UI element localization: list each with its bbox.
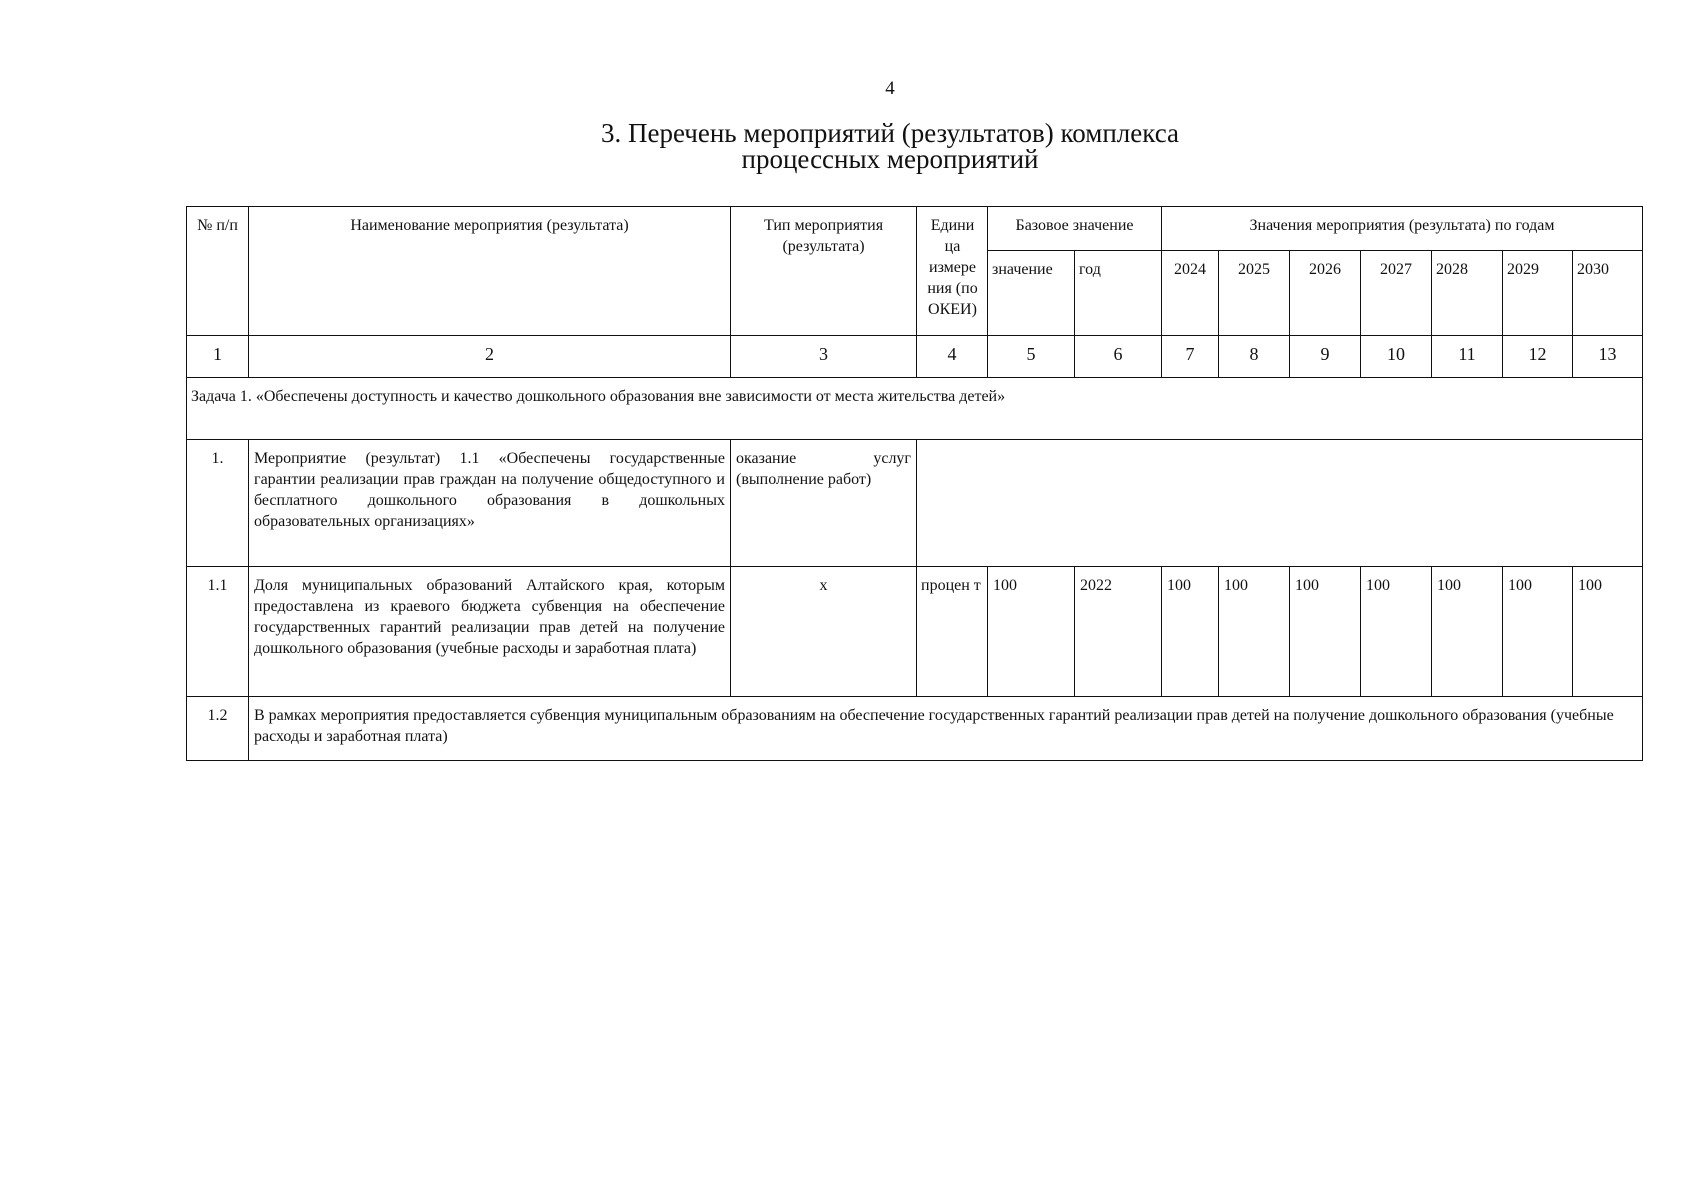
page-number: 4 — [885, 78, 895, 99]
header-num: № п/п — [187, 207, 249, 336]
header-year: 2024 — [1162, 251, 1219, 336]
row-num: 1.1 — [187, 567, 249, 697]
header-base-value: значение — [988, 251, 1075, 336]
row-year-value: 100 — [1219, 567, 1290, 697]
header-year: 2029 — [1503, 251, 1573, 336]
column-number: 13 — [1573, 336, 1643, 378]
page-title — [0, 120, 1696, 172]
header-base-year: год — [1075, 251, 1162, 336]
column-number: 7 — [1162, 336, 1219, 378]
header-row-1 — [187, 207, 1643, 251]
description-row — [187, 697, 1643, 761]
row-empty-cell — [917, 440, 1643, 567]
header-type: Тип мероприятия (результата) — [731, 207, 917, 336]
header-base: Базовое значение — [988, 207, 1162, 251]
row-year-value: 100 — [1503, 567, 1573, 697]
header-years: Значения мероприятия (результата) по годам — [1162, 207, 1643, 251]
row-num: 1.2 — [187, 697, 249, 761]
column-numbers-row — [187, 336, 1643, 378]
header-year: 2028 — [1432, 251, 1503, 336]
row-type: оказание услуг (выполнение работ) — [731, 440, 917, 567]
row-year-value: 100 — [1290, 567, 1361, 697]
column-number: 3 — [731, 336, 917, 378]
title-line-1: 3. Перечень мероприятий (результатов) комплекса — [601, 118, 1179, 148]
row-type: х — [731, 567, 917, 697]
column-number: 9 — [1290, 336, 1361, 378]
row-year-value: 100 — [1432, 567, 1503, 697]
column-number: 1 — [187, 336, 249, 378]
column-number: 11 — [1432, 336, 1503, 378]
header-year: 2026 — [1290, 251, 1361, 336]
header-name: Наименование мероприятия (результата) — [249, 207, 731, 336]
row-year-value: 100 — [1361, 567, 1432, 697]
row-num: 1. — [187, 440, 249, 567]
header-year: 2027 — [1361, 251, 1432, 336]
column-number: 5 — [988, 336, 1075, 378]
column-number: 12 — [1503, 336, 1573, 378]
header-year: 2025 — [1219, 251, 1290, 336]
column-number: 2 — [249, 336, 731, 378]
row-name: Доля муниципальных образований Алтайского края, которым предоставлена из краевого бюджета субвенция на обеспечение государственных гарантий реализации прав детей на получение дошкольного образования (учебные расходы и заработная плата) — [249, 567, 731, 697]
row-year-value: 100 — [1573, 567, 1643, 697]
row-year-value: 100 — [1162, 567, 1219, 697]
indicator-row — [187, 567, 1643, 697]
column-number: 8 — [1219, 336, 1290, 378]
task-row — [187, 378, 1643, 440]
task-text: Задача 1. «Обеспечены доступность и качество дошкольного образования вне зависимости от места жительства детей» — [187, 378, 1643, 440]
row-description: В рамках мероприятия предоставляется субвенция муниципальным образованиям на обеспечение государственных гарантий реализации прав детей на получение дошкольного образования (учебные расходы и заработная плата) — [249, 697, 1643, 761]
column-number: 6 — [1075, 336, 1162, 378]
column-number: 10 — [1361, 336, 1432, 378]
column-number: 4 — [917, 336, 988, 378]
header-year: 2030 — [1573, 251, 1643, 336]
row-name: Мероприятие (результат) 1.1 «Обеспечены государственные гарантии реализации прав граждан на получение общедоступного и бесплатного дошкольного образования в дошкольных образовательных организациях» — [249, 440, 731, 567]
header-unit: Едини ца измере ния (по ОКЕИ) — [917, 207, 988, 336]
measures-table — [186, 206, 1643, 761]
title-line-2: процессных мероприятий — [741, 144, 1039, 174]
row-base-value: 100 — [988, 567, 1075, 697]
row-unit: процен т — [917, 567, 988, 697]
measure-row — [187, 440, 1643, 567]
row-base-year: 2022 — [1075, 567, 1162, 697]
